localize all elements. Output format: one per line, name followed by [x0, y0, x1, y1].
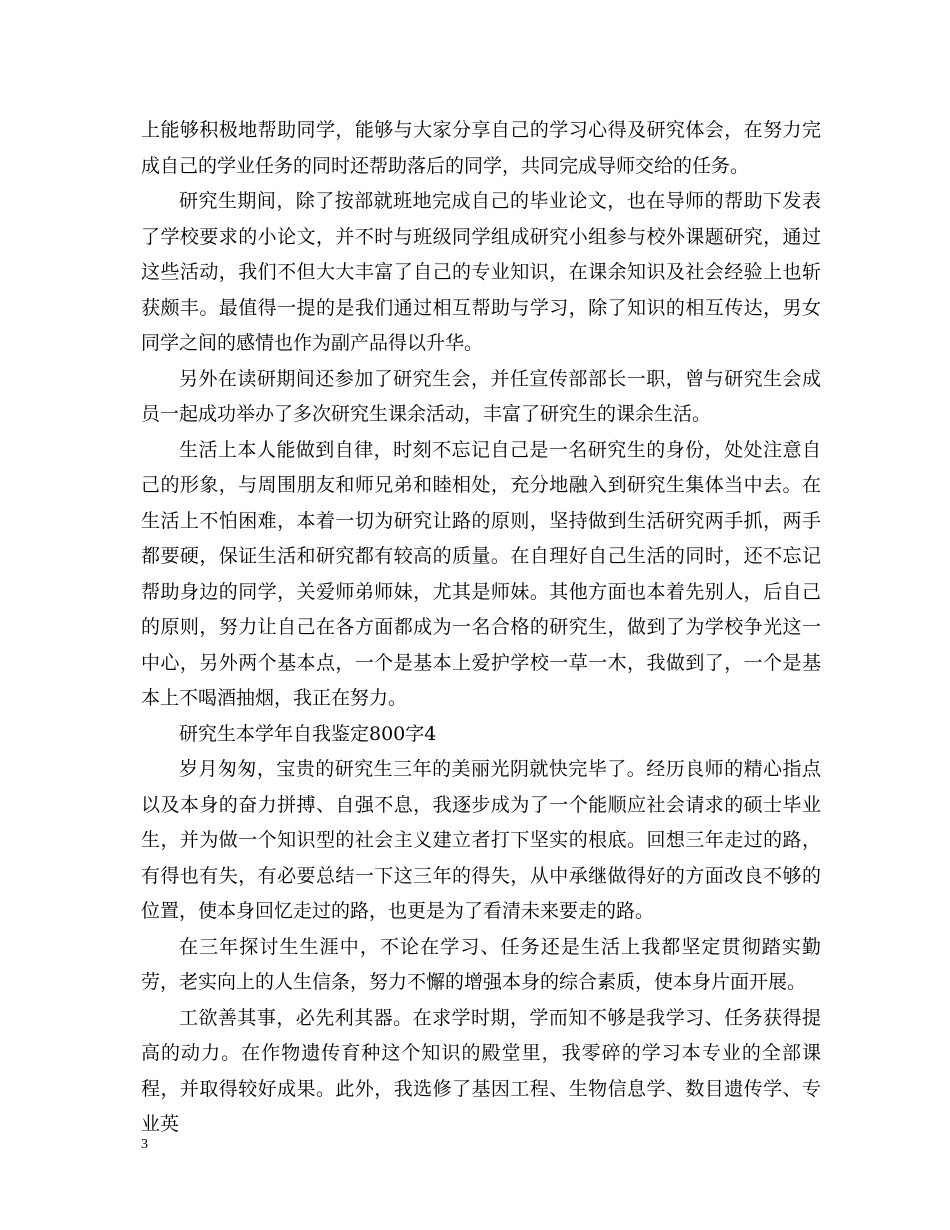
- section-heading: 研究生本学年自我鉴定800字4: [179, 722, 437, 745]
- paragraph: 生活上本人能做到自律，时刻不忘记自己是一名研究生的身份，处处注意自己的形象，与周围朋友和师兄弟和睦相处，充分地融入到研究生集体当中去。在生活上不怕困难，本着一切为研究让路的原则，坚持做到生活研究两手抓，两手都要硬，保证生活和研究都有较高的质量。在自理好自己生活的同时，还不忘记帮助身边的同学，关爱师弟师妹，尤其是师妹。其他方面也本着先别人，后自己的原则，努力让自己在各方面都成为一名合格的研究生，做到了为学校争光这一中心，另外两个基本点，一个是基本上爱护学校一草一木，我做到了，一个是基本上不喝酒抽烟，我正在努力。: [141, 438, 821, 709]
- paragraph: 在三年探讨生生涯中，不论在学习、任务还是生活上我都坚定贯彻踏实勤劳，老实向上的人生信条，努力不懈的增强本身的综合素质，使本身片面开展。: [141, 935, 821, 993]
- paragraph: 岁月匆匆，宝贵的研究生三年的美丽光阴就快完毕了。经历良师的精心指点以及本身的奋力拼搏、自强不息，我逐步成为了一个能顺应社会请求的硕士毕业生，并为做一个知识型的社会主义建立者打下坚实的根底。回想三年走过的路，有得也有失，有必要总结一下这三年的得失，从中承继做得好的方面改良不够的位置，使本身回忆走过的路，也更是为了看清未来要走的路。: [141, 758, 821, 922]
- paragraph: 工欲善其事，必先利其器。在求学时期，学而知不够是我学习、任务获得提高的动力。在作物遗传育种这个知识的殿堂里，我零碎的学习本专业的全部课程，并取得较好成果。此外，我选修了基因工程、生物信息学、数目遗传学、专业英: [141, 1006, 821, 1135]
- body-text: [141, 113, 821, 1143]
- paragraph: 研究生期间，除了按部就班地完成自己的毕业论文，也在导师的帮助下发表了学校要求的小论文，并不时与班级同学组成研究小组参与校外课题研究，通过这些活动，我们不但大大丰富了自己的专业知识，在课余知识及社会经验上也斩获颇丰。最值得一提的是我们通过相互帮助与学习，除了知识的相互传达，男女同学之间的感情也作为副产品得以升华。: [141, 190, 821, 354]
- page-number: 3: [141, 1137, 148, 1152]
- paragraph: 另外在读研期间还参加了研究生会，并任宣传部部长一职，曾与研究生会成员一起成功举办了多次研究生课余活动，丰富了研究生的课余生活。: [141, 367, 821, 425]
- paragraph-continued: 上能够积极地帮助同学，能够与大家分享自己的学习心得及研究体会，在努力完成自己的学业任务的同时还帮助落后的同学，共同完成导师交给的任务。: [141, 119, 821, 177]
